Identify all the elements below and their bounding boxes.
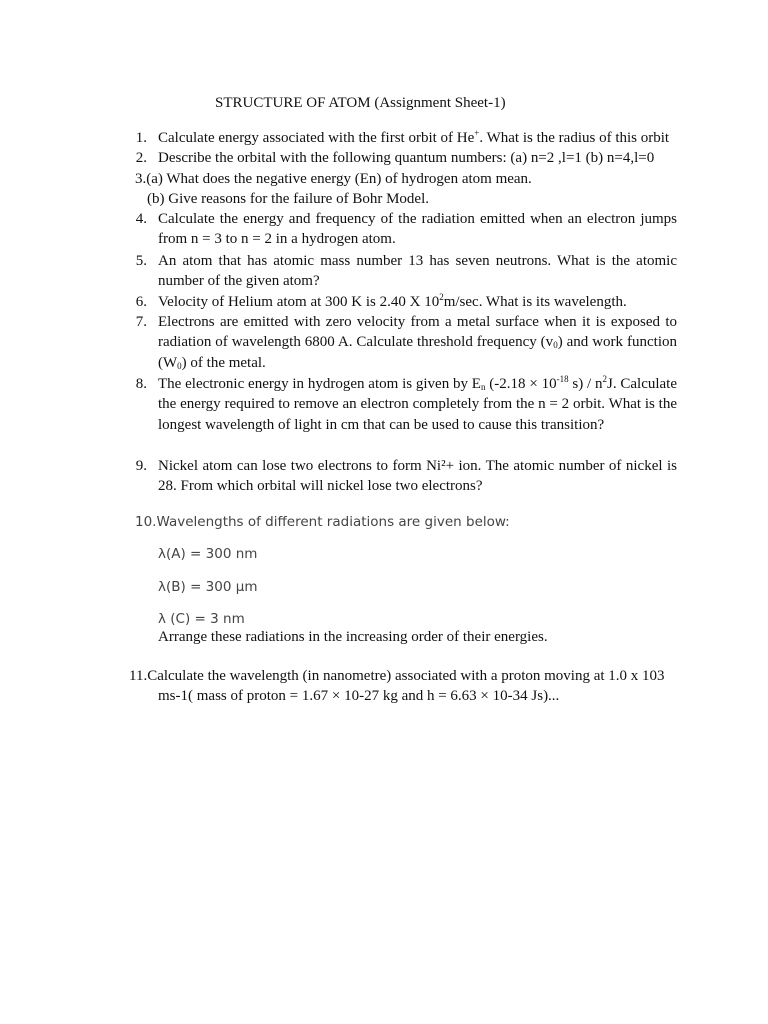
q10-lambda-b: λ(B) = 300 µm: [158, 579, 258, 595]
q2-number: 2.: [135, 150, 147, 166]
q8-number: 8.: [135, 376, 147, 392]
q10-lambda-a: λ(A) = 300 nm: [158, 546, 258, 562]
q7-text: Electrons are emitted with zero velocity from a metal surface when it is exposed to radiation of wavelength 6800 A. Calculate threshold frequency $(v_0)$ and work function $(W_0)$ of the metal.: [158, 314, 677, 371]
q4-number: 4.: [135, 211, 147, 227]
q1-text: Calculate energy associated with the first orbit of He+. What is the radius of this orbit: [158, 128, 670, 146]
q9-number: 9.: [135, 458, 147, 474]
q8-text: The electronic energy in hydrogen atom is given by $E_n$ ($-2.18 \times 10^{-18}$ $s) / n^2J$. Calculate the energy required to remove an electron completely from the n = 2 orbit. What is the longest wavelength of light in cm that can be used to cause this transition?: [158, 374, 678, 433]
q11-line-1: 11.Calculate the wavelength (in nanometre) associated with a proton moving at 1.0 x 103: [129, 668, 665, 684]
q6-text: Velocity of Helium atom at 300 K is 2.40 X $10^2m/\sec$. What is its wavelength.: [158, 292, 627, 310]
q4-text: Calculate the energy and frequency of the radiation emitted when an electron jumps from n = 3 to n = 2 in a hydrogen atom.: [158, 211, 677, 248]
q6-number: 6.: [135, 294, 147, 310]
document-title: STRUCTURE OF ATOM (Assignment Sheet-1): [215, 95, 506, 111]
q10-lambda-c: λ (C) = 3 nm: [158, 611, 245, 627]
q3a-text: 3.(a) What does the negative energy (En) of hydrogen atom mean.: [135, 171, 532, 187]
q7-number: 7.: [135, 314, 147, 330]
q9-text: Nickel atom can lose two electrons to form Ni²+ ion. The atomic number of nickel is 28. From which orbital will nickel lose two electrons?: [158, 458, 677, 495]
q5-text: An atom that has atomic mass number 13 has seven neutrons. What is the atomic number of the given atom?: [158, 253, 677, 290]
q11-line-2: ms-1( mass of proton = 1.67 × 10-27 kg and h = 6.63 × 10-34 Js)...: [158, 688, 560, 704]
q1-number: 1.: [135, 130, 147, 146]
q2-text: Describe the orbital with the following quantum numbers: (a) n=2 ,l=1 (b) n=4,l=0: [158, 150, 655, 166]
q3b-text: (b) Give reasons for the failure of Bohr Model.: [147, 191, 429, 207]
q10-heading: 10.Wavelengths of different radiations are given below:: [135, 514, 510, 530]
q5-number: 5.: [135, 253, 147, 269]
q10-arrange-text: Arrange these radiations in the increasing order of their energies.: [158, 629, 548, 645]
